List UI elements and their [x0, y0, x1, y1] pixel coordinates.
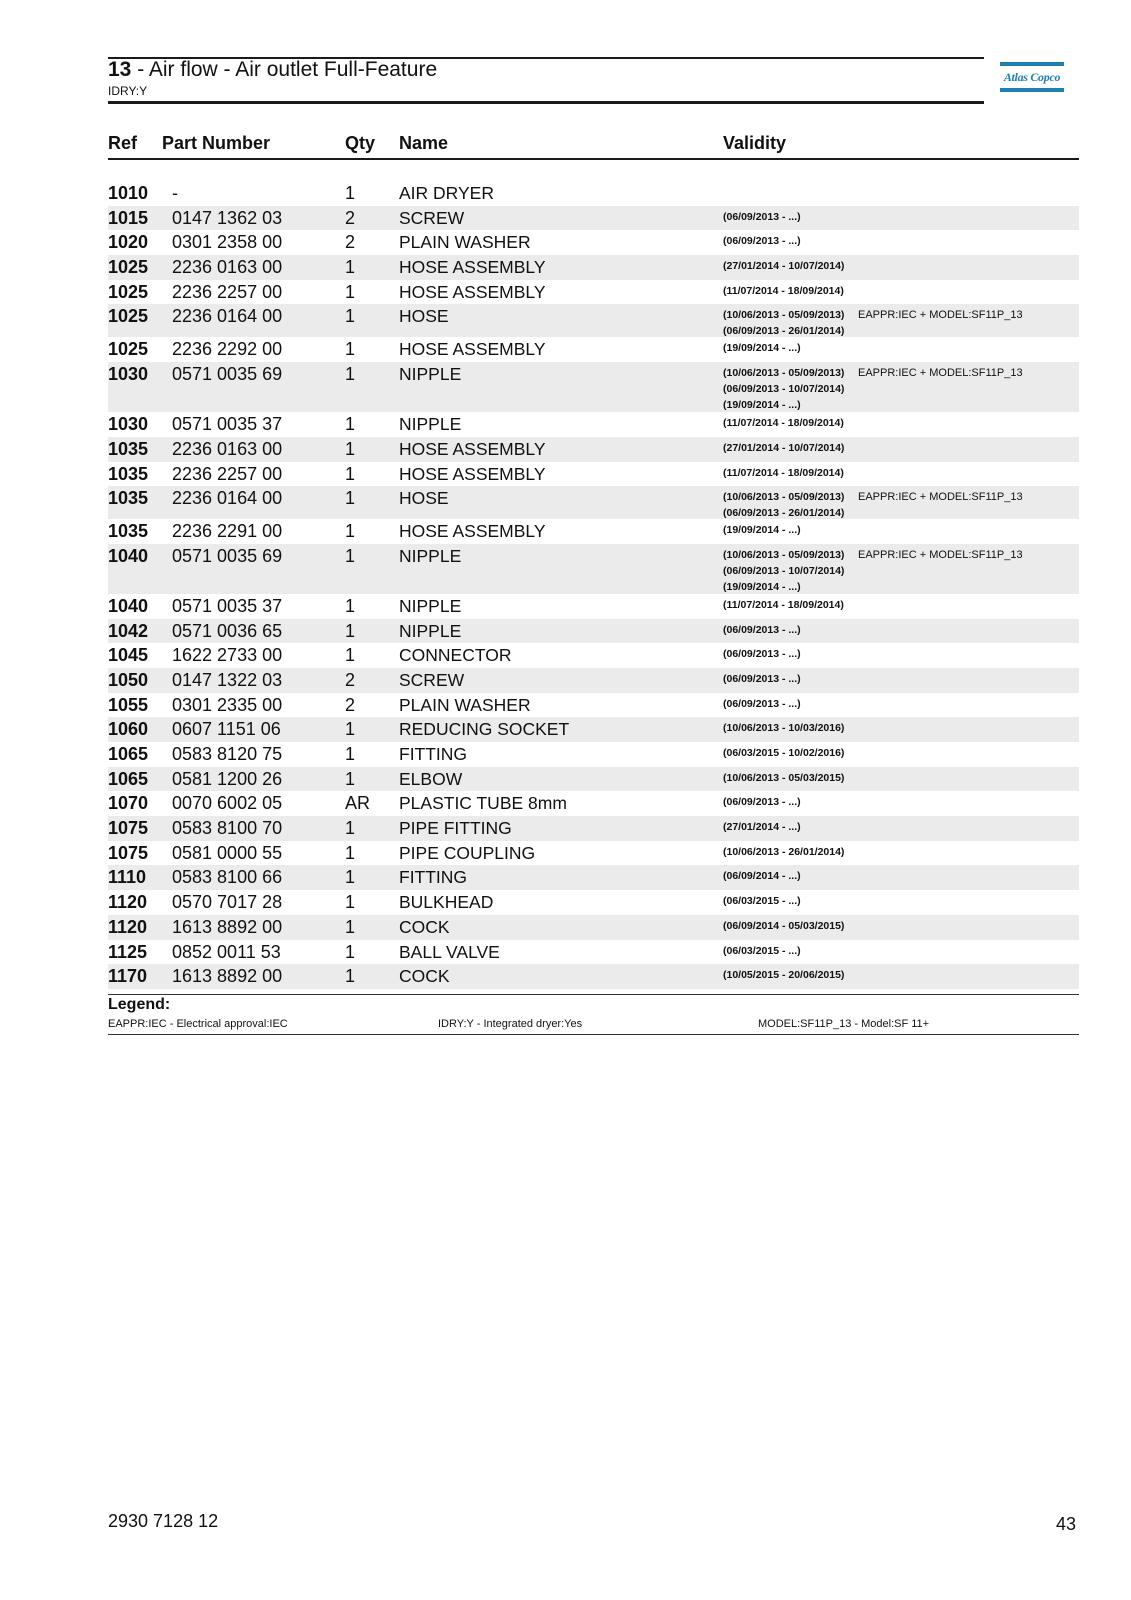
logo-text: Atlas Copco	[1003, 70, 1061, 84]
table-row	[108, 486, 1079, 519]
row-part-number: 0147 1362 03	[172, 207, 283, 228]
row-qty: 1	[345, 438, 356, 459]
table-row	[108, 462, 1079, 487]
table-row	[108, 206, 1079, 231]
row-ref: 1065	[108, 768, 149, 789]
row-ref: 1170	[108, 966, 148, 987]
row-ref: 1060	[108, 719, 149, 740]
row-ref: 1035	[108, 463, 149, 484]
page-number: 43	[1056, 1514, 1077, 1534]
row-validity	[723, 233, 801, 249]
row-ref: 1055	[108, 694, 149, 715]
row-part-number: 0571 0035 69	[172, 545, 283, 566]
validity-line: (06/09/2013 - ...)	[723, 672, 801, 685]
table-row	[108, 964, 1079, 989]
row-qty: 1	[345, 306, 356, 327]
row-name: SCREW	[399, 669, 465, 690]
validity-line: (06/09/2013 - ...)	[723, 235, 801, 248]
validity-line: (10/06/2013 - 05/09/2013)	[723, 491, 845, 504]
row-validity	[723, 819, 801, 835]
row-validity-note: EAPPR:IEC + MODEL:SF11P_13	[858, 309, 1023, 322]
row-name: NIPPLE	[399, 545, 462, 566]
row-validity	[723, 622, 801, 638]
row-part-number: 0301 2335 00	[172, 694, 283, 715]
row-part-number: 1622 2733 00	[172, 645, 283, 666]
row-part-number: 0583 8100 70	[172, 818, 283, 839]
row-qty: 1	[345, 818, 356, 839]
row-part-number: 0571 0035 37	[172, 595, 283, 616]
row-qty: 2	[345, 669, 356, 690]
row-name: NIPPLE	[399, 595, 462, 616]
row-qty: 1	[345, 183, 356, 203]
row-validity	[723, 597, 844, 613]
row-name: HOSE ASSEMBLY	[399, 257, 546, 278]
row-part-number: 0852 0011 53	[172, 941, 281, 962]
row-qty: 1	[345, 620, 356, 641]
legend-item-idry: IDRY:Y - Integrated dryer:Yes	[438, 1018, 583, 1030]
table-row	[108, 255, 1079, 280]
table-row	[108, 668, 1079, 693]
table-row	[108, 841, 1079, 866]
page-subtitle: IDRY:Y	[108, 84, 148, 98]
validity-line: (11/07/2014 - 18/09/2014)	[723, 466, 844, 479]
row-part-number: 0571 0035 69	[172, 364, 283, 385]
row-part-number: 1613 8892 00	[172, 916, 283, 937]
row-ref: 1040	[108, 595, 149, 616]
validity-line: (27/01/2014 - 10/07/2014)	[723, 441, 845, 454]
table-row	[108, 230, 1079, 255]
logo-bottom-bar	[1000, 88, 1064, 92]
row-qty: 1	[345, 744, 356, 764]
table-row	[108, 693, 1079, 718]
row-part-number: 0147 1322 03	[172, 669, 283, 690]
row-ref: 1070	[108, 793, 149, 814]
row-ref: 1120	[108, 892, 148, 913]
row-validity-note: EAPPR:IEC + MODEL:SF11P_13	[858, 548, 1023, 561]
row-validity-note: EAPPR:IEC + MODEL:SF11P_13	[858, 367, 1023, 380]
page-title	[108, 58, 437, 82]
row-name: HOSE ASSEMBLY	[399, 463, 546, 484]
row-part-number: 2236 0164 00	[172, 488, 283, 509]
row-validity	[723, 415, 844, 431]
row-name: NIPPLE	[399, 620, 462, 641]
row-ref: 1040	[108, 545, 149, 566]
document-number: 2930 7128 12	[108, 1511, 219, 1531]
row-qty: 2	[345, 232, 356, 253]
row-part-number: 2236 0163 00	[172, 257, 283, 278]
row-qty: 2	[345, 694, 356, 715]
table-row	[108, 717, 1079, 742]
validity-line: (06/09/2013 - 26/01/2014)	[723, 507, 845, 520]
validity-line: (06/09/2013 - ...)	[723, 623, 801, 636]
legend-bottom-rule	[108, 1034, 1079, 1035]
row-validity	[723, 340, 801, 356]
row-part-number: 0070 6002 05	[172, 793, 283, 814]
row-name: ELBOW	[399, 768, 463, 789]
row-name: PLAIN WASHER	[399, 232, 531, 253]
validity-line: (10/06/2013 - 05/09/2013)	[723, 367, 845, 380]
row-ref: 1035	[108, 521, 149, 542]
row-validity	[723, 489, 844, 521]
validity-line: (27/01/2014 - ...)	[723, 821, 801, 834]
row-validity	[723, 893, 801, 909]
column-header-part-number: Part Number	[162, 133, 271, 153]
row-ref: 1075	[108, 818, 149, 839]
row-validity	[723, 943, 801, 959]
row-part-number: 0607 1151 06	[172, 719, 281, 740]
row-name: FITTING	[399, 867, 468, 888]
validity-line: (19/09/2014 - ...)	[723, 580, 801, 593]
row-name: AIR DRYER	[399, 183, 494, 203]
row-part-number: -	[172, 183, 178, 203]
row-ref: 1125	[108, 941, 148, 962]
row-validity	[723, 258, 844, 274]
row-name: PLAIN WASHER	[399, 694, 531, 715]
row-qty: 1	[345, 545, 356, 566]
validity-line: (10/05/2015 - 20/06/2015)	[723, 969, 845, 982]
section-title: - Air flow - Air outlet Full-Feature	[131, 58, 438, 81]
row-part-number: 0581 0000 55	[172, 842, 283, 863]
row-name: HOSE ASSEMBLY	[399, 438, 546, 459]
row-ref: 1110	[108, 867, 147, 888]
validity-line: (10/06/2013 - 05/09/2013)	[723, 309, 845, 322]
validity-line: (06/09/2013 - ...)	[723, 648, 801, 661]
row-validity	[723, 522, 801, 538]
table-row	[108, 519, 1079, 544]
row-part-number: 2236 2292 00	[172, 339, 283, 360]
legend-top-rule	[108, 994, 1079, 995]
row-part-number: 2236 0164 00	[172, 306, 283, 327]
validity-line: (10/06/2013 - 10/03/2016)	[723, 722, 845, 735]
row-part-number: 0571 0035 37	[172, 414, 283, 435]
row-name: COCK	[399, 966, 450, 987]
row-ref: 1075	[108, 842, 149, 863]
row-qty: 1	[345, 966, 356, 987]
row-validity	[723, 465, 844, 481]
column-header-name: Name	[399, 133, 449, 153]
logo-top-bar	[1000, 62, 1064, 66]
row-qty: 2	[345, 207, 356, 228]
column-header-ref: Ref	[108, 133, 138, 153]
validity-line: (06/03/2015 - ...)	[723, 944, 801, 957]
row-qty: 1	[345, 463, 356, 484]
table-row	[108, 940, 1079, 965]
row-validity	[723, 844, 844, 860]
validity-line: (06/09/2013 - 26/01/2014)	[723, 325, 845, 338]
row-qty: 1	[345, 892, 356, 913]
table-row	[108, 890, 1079, 915]
row-name: CONNECTOR	[399, 645, 512, 666]
row-validity	[723, 918, 844, 934]
row-name: PIPE COUPLING	[399, 842, 536, 863]
row-ref: 1025	[108, 257, 149, 278]
row-qty: 1	[345, 414, 356, 435]
validity-line: (11/07/2014 - 18/09/2014)	[723, 417, 844, 430]
row-qty: AR	[345, 793, 371, 814]
validity-line: (11/07/2014 - 18/09/2014)	[723, 284, 844, 297]
row-qty: 1	[345, 719, 356, 740]
row-ref: 1045	[108, 645, 149, 666]
table-row	[108, 791, 1079, 816]
validity-line: (06/09/2013 - 10/07/2014)	[723, 564, 845, 577]
table-row	[108, 767, 1079, 792]
table-row	[108, 337, 1079, 362]
table-row	[108, 412, 1079, 437]
table-row	[108, 643, 1079, 668]
row-name: HOSE	[399, 306, 449, 327]
row-part-number: 2236 2291 00	[172, 521, 283, 542]
row-qty: 1	[345, 645, 356, 666]
row-validity	[723, 967, 844, 983]
row-name: FITTING	[399, 744, 468, 764]
validity-line: (27/01/2014 - 10/07/2014)	[723, 260, 845, 273]
row-qty: 1	[345, 842, 356, 863]
row-part-number: 0570 7017 28	[172, 892, 283, 913]
validity-line: (06/09/2013 - 10/07/2014)	[723, 383, 845, 396]
atlas-copco-logo	[1000, 62, 1064, 94]
row-validity	[723, 745, 844, 761]
validity-line: (06/09/2013 - ...)	[723, 796, 801, 809]
row-ref: 1020	[108, 232, 149, 253]
row-qty: 1	[345, 281, 356, 302]
row-ref: 1035	[108, 488, 149, 509]
table-row	[108, 437, 1079, 462]
legend-item-model: MODEL:SF11P_13 - Model:SF 11+	[758, 1018, 930, 1030]
table-row	[108, 304, 1079, 337]
validity-line: (10/06/2013 - 26/01/2014)	[723, 845, 845, 858]
row-validity	[723, 365, 844, 413]
validity-line: (06/09/2014 - 05/03/2015)	[723, 919, 845, 932]
row-qty: 1	[345, 916, 356, 937]
table-row	[108, 594, 1079, 619]
row-validity	[723, 794, 801, 810]
row-name: HOSE ASSEMBLY	[399, 339, 546, 360]
row-part-number: 0583 8100 66	[172, 867, 283, 888]
table-row	[108, 915, 1079, 940]
row-qty: 1	[345, 488, 356, 509]
row-ref: 1042	[108, 620, 149, 641]
row-validity	[723, 868, 801, 884]
row-validity	[723, 720, 844, 736]
row-validity	[723, 209, 801, 225]
validity-line: (06/03/2015 - 10/02/2016)	[723, 747, 845, 759]
row-qty: 1	[345, 339, 356, 360]
row-ref: 1025	[108, 281, 149, 302]
column-header-qty: Qty	[345, 133, 376, 153]
row-name: PLASTIC TUBE 8mm	[399, 793, 567, 814]
row-name: NIPPLE	[399, 414, 462, 435]
row-validity	[723, 671, 801, 687]
row-qty: 1	[345, 521, 356, 542]
validity-line: (11/07/2014 - 18/09/2014)	[723, 598, 844, 611]
row-ref: 1025	[108, 306, 149, 327]
table-row	[108, 816, 1079, 841]
row-part-number: 0583 8120 75	[172, 744, 283, 764]
row-part-number: 2236 2257 00	[172, 281, 283, 302]
row-ref: 1030	[108, 414, 149, 435]
validity-line: (19/09/2014 - ...)	[723, 524, 801, 537]
row-ref: 1010	[108, 183, 149, 203]
table-header-rule	[108, 158, 1079, 160]
row-qty: 1	[345, 867, 356, 888]
table-row	[108, 181, 1079, 206]
row-validity	[723, 440, 844, 456]
row-validity	[723, 696, 801, 712]
legend-item-eappr: EAPPR:IEC - Electrical approval:IEC	[108, 1018, 288, 1030]
row-qty: 1	[345, 941, 356, 962]
row-qty: 1	[345, 768, 356, 789]
validity-line: (06/09/2013 - ...)	[723, 697, 801, 710]
row-validity	[723, 283, 844, 299]
row-name: HOSE	[399, 488, 449, 509]
validity-line: (06/03/2015 - ...)	[723, 895, 801, 908]
row-name: PIPE FITTING	[399, 818, 512, 839]
column-header-validity: Validity	[723, 133, 787, 153]
row-ref: 1035	[108, 438, 149, 459]
row-ref: 1065	[108, 744, 149, 764]
table-row	[108, 742, 1079, 767]
row-name: HOSE ASSEMBLY	[399, 281, 546, 302]
row-name: BULKHEAD	[399, 892, 494, 913]
legend-title: Legend:	[108, 996, 171, 1013]
row-qty: 1	[345, 595, 356, 616]
row-validity	[723, 646, 801, 662]
validity-line: (06/09/2014 - ...)	[723, 870, 801, 883]
row-ref: 1025	[108, 339, 149, 360]
row-validity	[723, 770, 844, 786]
row-validity	[723, 307, 844, 339]
validity-line: (10/06/2013 - 05/03/2015)	[723, 771, 845, 784]
table-row	[108, 362, 1079, 412]
row-part-number: 0571 0036 65	[172, 620, 283, 641]
row-name: COCK	[399, 916, 450, 937]
validity-line: (06/09/2013 - ...)	[723, 210, 801, 223]
row-validity-note: EAPPR:IEC + MODEL:SF11P_13	[858, 491, 1023, 504]
header-bottom-rule	[108, 101, 984, 104]
row-qty: 1	[345, 257, 356, 278]
table-row	[108, 865, 1079, 890]
table-row	[108, 544, 1079, 594]
validity-line: (19/09/2014 - ...)	[723, 342, 801, 355]
row-part-number: 1613 8892 00	[172, 966, 283, 987]
row-part-number: 2236 2257 00	[172, 463, 283, 484]
row-name: BALL VALVE	[399, 941, 500, 962]
validity-line: (19/09/2014 - ...)	[723, 399, 801, 412]
validity-line: (10/06/2013 - 05/09/2013)	[723, 548, 845, 561]
row-ref: 1030	[108, 364, 149, 385]
row-validity	[723, 547, 844, 595]
row-ref: 1050	[108, 669, 149, 690]
row-ref: 1015	[108, 207, 149, 228]
row-part-number: 0301 2358 00	[172, 232, 283, 253]
table-row	[108, 280, 1079, 305]
row-qty: 1	[345, 364, 356, 385]
row-part-number: 2236 0163 00	[172, 438, 283, 459]
row-name: REDUCING SOCKET	[399, 719, 570, 740]
row-name: SCREW	[399, 207, 465, 228]
row-name: NIPPLE	[399, 364, 462, 385]
section-number: 13	[108, 58, 132, 81]
parts-table-body	[108, 181, 1079, 989]
table-row	[108, 619, 1079, 644]
row-name: HOSE ASSEMBLY	[399, 521, 546, 542]
row-ref: 1120	[108, 916, 148, 937]
row-part-number: 0581 1200 26	[172, 768, 283, 789]
